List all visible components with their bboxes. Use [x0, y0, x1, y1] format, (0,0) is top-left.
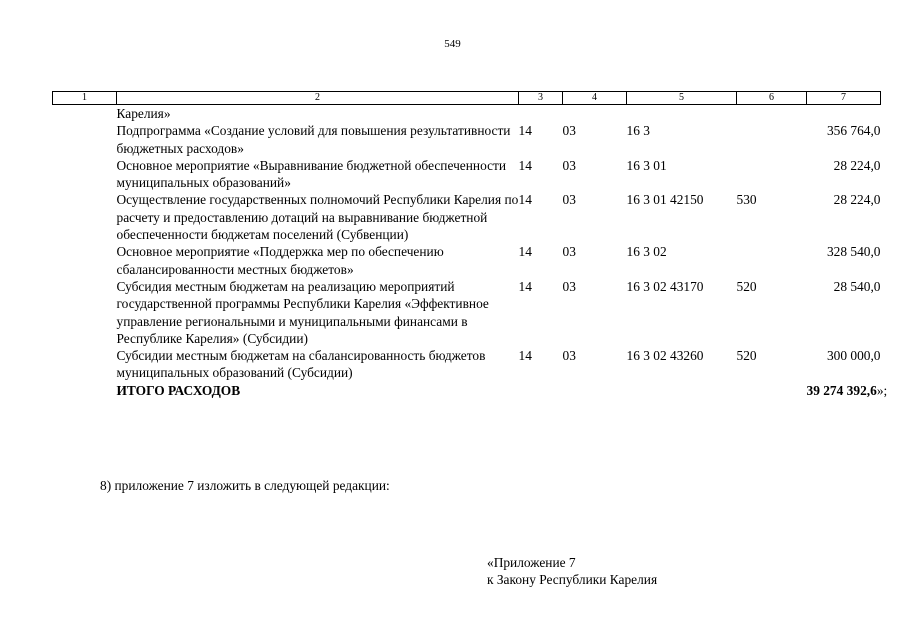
cell-name: Субсидии местным бюджетам на сбалансированность бюджетов муниципальных образований (Субсидии): [116, 348, 486, 381]
cell-empty: [53, 347, 117, 382]
table-row: [53, 122, 881, 157]
cell-empty: [53, 191, 117, 243]
cell-expense-type: 520: [736, 278, 757, 294]
cell-amount: [807, 105, 881, 123]
budget-table: [52, 91, 888, 399]
cell-subsection: [563, 105, 627, 123]
total-amount: 39 274 392,6: [806, 382, 877, 398]
cell-subsection: 03: [562, 244, 576, 260]
appendix-title: «Приложение 7: [487, 555, 576, 570]
cell-section: 14: [518, 123, 532, 139]
total-value: [806, 382, 888, 399]
cell-amount: 28 540,0: [833, 278, 881, 294]
cell-subsection: 03: [562, 348, 576, 364]
column-header: 1: [53, 92, 117, 105]
cell-target-article: 16 3 02: [626, 244, 667, 260]
cell-name: Карелия»: [116, 106, 171, 121]
cell-expense-type: [737, 105, 807, 123]
cell-amount: 300 000,0: [826, 348, 881, 364]
cell-subsection: 03: [562, 157, 576, 173]
cell-expense-type: [737, 157, 807, 192]
cell-section: 14: [518, 192, 532, 208]
cell-empty: [53, 278, 117, 347]
amendment-text: 8) приложение 7 изложить в следующей редакции:: [100, 478, 390, 493]
cell-name: Подпрограмма «Создание условий для повышения результативности бюджетных расходов»: [116, 123, 511, 156]
cell-target-article: 16 3 02 43170: [626, 278, 704, 294]
cell-empty: [53, 122, 117, 157]
cell-expense-type: 520: [736, 348, 757, 364]
cell-expense-type: [737, 122, 807, 157]
cell-section: 14: [518, 244, 532, 260]
appendix-law-reference: к Закону Республики Карелия: [487, 572, 658, 587]
cell-expense-type: [737, 243, 807, 278]
cell-target-article: 16 3 02 43260: [626, 348, 704, 364]
total-suffix: »;: [876, 382, 888, 398]
column-header: 6: [737, 92, 807, 105]
cell-empty: [53, 105, 117, 123]
cell-section: 14: [518, 157, 532, 173]
column-header: 4: [563, 92, 627, 105]
total-row: [53, 382, 881, 399]
cell-expense-type: 530: [736, 192, 757, 208]
page-number: 549: [444, 38, 461, 50]
cell-section: [519, 105, 563, 123]
appendix-heading: [487, 554, 657, 588]
total-label: ИТОГО РАСХОДОВ: [116, 382, 241, 398]
cell-amount: 28 224,0: [833, 157, 881, 173]
column-header: 5: [627, 92, 737, 105]
cell-name: Основное мероприятие «Поддержка мер по обеспечению сбалансированности местных бюджетов»: [116, 244, 444, 277]
cell-amount: 356 764,0: [826, 123, 881, 139]
column-header: 2: [117, 92, 519, 105]
cell-name: Субсидия местным бюджетам на реализацию мероприятий государственной программы Республики Карелия «Эффективное управление региональными и муниципальными финансами в Республике Карелия» (Субсидии): [116, 278, 489, 346]
cell-amount: 328 540,0: [826, 244, 881, 260]
cell-subsection: 03: [562, 192, 576, 208]
cell-target-article: 16 3 01: [626, 157, 667, 173]
table-row: [53, 278, 881, 347]
table-row: [53, 191, 881, 243]
cell-section: 14: [518, 348, 532, 364]
cell-target-article: 16 3: [626, 123, 650, 139]
cell-empty: [53, 243, 117, 278]
cell-target-article: 16 3 01 42150: [626, 192, 704, 208]
column-header: 7: [807, 92, 881, 105]
table-row: [53, 105, 881, 123]
table-header-row: [53, 92, 881, 105]
cell-amount: 28 224,0: [833, 192, 881, 208]
cell-empty: [53, 157, 117, 192]
table-row: [53, 243, 881, 278]
table-row: [53, 157, 881, 192]
cell-name: Основное мероприятие «Выравнивание бюджетной обеспеченности муниципальных образований»: [116, 157, 507, 191]
cell-subsection: 03: [562, 278, 576, 294]
cell-name: Осуществление государственных полномочий Республики Карелия по расчету и предоставлению дотаций на выравнивание бюджетной обеспеченности бюджетам поселений (Субвенции): [116, 192, 519, 243]
table-row: [53, 347, 881, 382]
cell-target-article: [627, 105, 737, 123]
cell-subsection: 03: [562, 123, 576, 139]
column-header: 3: [519, 92, 563, 105]
cell-section: 14: [518, 278, 532, 294]
